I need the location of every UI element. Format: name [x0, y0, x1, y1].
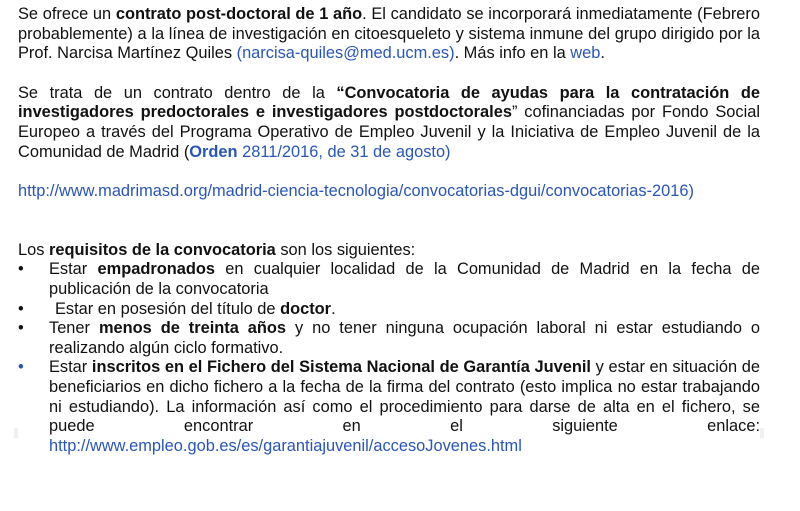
- bullet-text: [49, 260, 760, 299]
- bullet-text: [49, 319, 760, 358]
- text-run: . Más info en la: [454, 44, 571, 63]
- bold-convocatoria: “Convocatoria de ayudas para la contratación de investigadores predoctorales e investigadores postdoctorales: [18, 83, 760, 122]
- bold-term: inscritos en el Fichero del Sistema Nacional de Garantía Juvenil: [91, 358, 591, 377]
- text-run: Estar: [49, 260, 98, 279]
- requirements-intro: [18, 241, 760, 261]
- web-link[interactable]: web: [570, 44, 601, 63]
- document-body: [18, 5, 760, 456]
- bullet-icon: •: [18, 299, 24, 318]
- bullet-item-garantia-juvenil: [18, 358, 760, 456]
- orden-link-rest[interactable]: 2811/2016, de 31 de agosto): [237, 142, 451, 161]
- text-run: Tener: [49, 319, 99, 338]
- text-run: Se trata de un contrato dentro de la: [18, 83, 337, 102]
- text-run: en cualquier localidad de la Comunidad de Madrid en la fecha de publicación de la convocatoria: [49, 260, 760, 298]
- madrimasd-link[interactable]: [18, 182, 760, 202]
- bullet-icon: •: [18, 358, 24, 377]
- text-run: y no tener ninguna ocupación laboral ni estar estudiando o realizando algún ciclo formativo.: [49, 319, 760, 357]
- bullet-item-doctor: [18, 300, 760, 320]
- bullet-icon: •: [18, 319, 24, 338]
- bullet-item-edad: [18, 319, 760, 358]
- orden-link[interactable]: Orden: [189, 142, 238, 161]
- bold-term: empadronados: [97, 260, 216, 279]
- text-run: . El candidato se incorporará inmediatamente (Febrero probablemente) a la línea de investigación en citoesqueleto y sistema inmune del grupo dirigido por la Prof. Narcisa Martínez Quiles: [18, 5, 761, 63]
- bullet-item-empadronados: [18, 260, 760, 299]
- bold-term: doctor: [280, 299, 332, 318]
- text-run: y estar en situación de beneficiarios en dicho fichero a la fecha de la firma del contrato (esto implica no estar trabajando ni estudiando). La información así como el procedimiento para darse de alta en el fichero, se puede encontrar en el siguiente enlace:: [49, 358, 760, 436]
- bold-contract: contrato post-doctoral de 1 año: [115, 5, 363, 23]
- empleo-link[interactable]: http://www.empleo.gob.es/es/garantiajuvenil/accesoJovenes.html: [49, 436, 522, 455]
- text-run: Estar en posesión del título de: [55, 299, 281, 318]
- text-run: .: [331, 299, 336, 318]
- paragraph-offer: [18, 5, 760, 64]
- text-run: Los: [18, 240, 49, 259]
- email-link[interactable]: (narcisa-quiles@med.ucm.es): [236, 44, 455, 63]
- text-run: Se ofrece un: [18, 5, 116, 23]
- text-run: .: [600, 44, 605, 63]
- text-run: Estar: [49, 358, 92, 377]
- bold-requisitos: requisitos de la convocatoria: [48, 240, 276, 259]
- bullet-icon: •: [18, 260, 24, 279]
- bullet-text: [49, 300, 760, 320]
- madrimasd-url[interactable]: http://www.madrimasd.org/madrid-ciencia-tecnologia/convocatorias-dgui/convocatorias-2016): [18, 182, 694, 201]
- paragraph-convocatoria: [18, 84, 760, 162]
- bullet-text: [49, 358, 760, 456]
- bold-term: menos de treinta años: [98, 319, 287, 338]
- text-run: son los siguientes:: [275, 240, 416, 259]
- text-run: ” cofinanciadas por Fondo Social Europeo a través del Programa Operativo de Empleo Juvenil y la Iniciativa de Empleo Juvenil de la Comunidad de Madrid (: [18, 103, 760, 161]
